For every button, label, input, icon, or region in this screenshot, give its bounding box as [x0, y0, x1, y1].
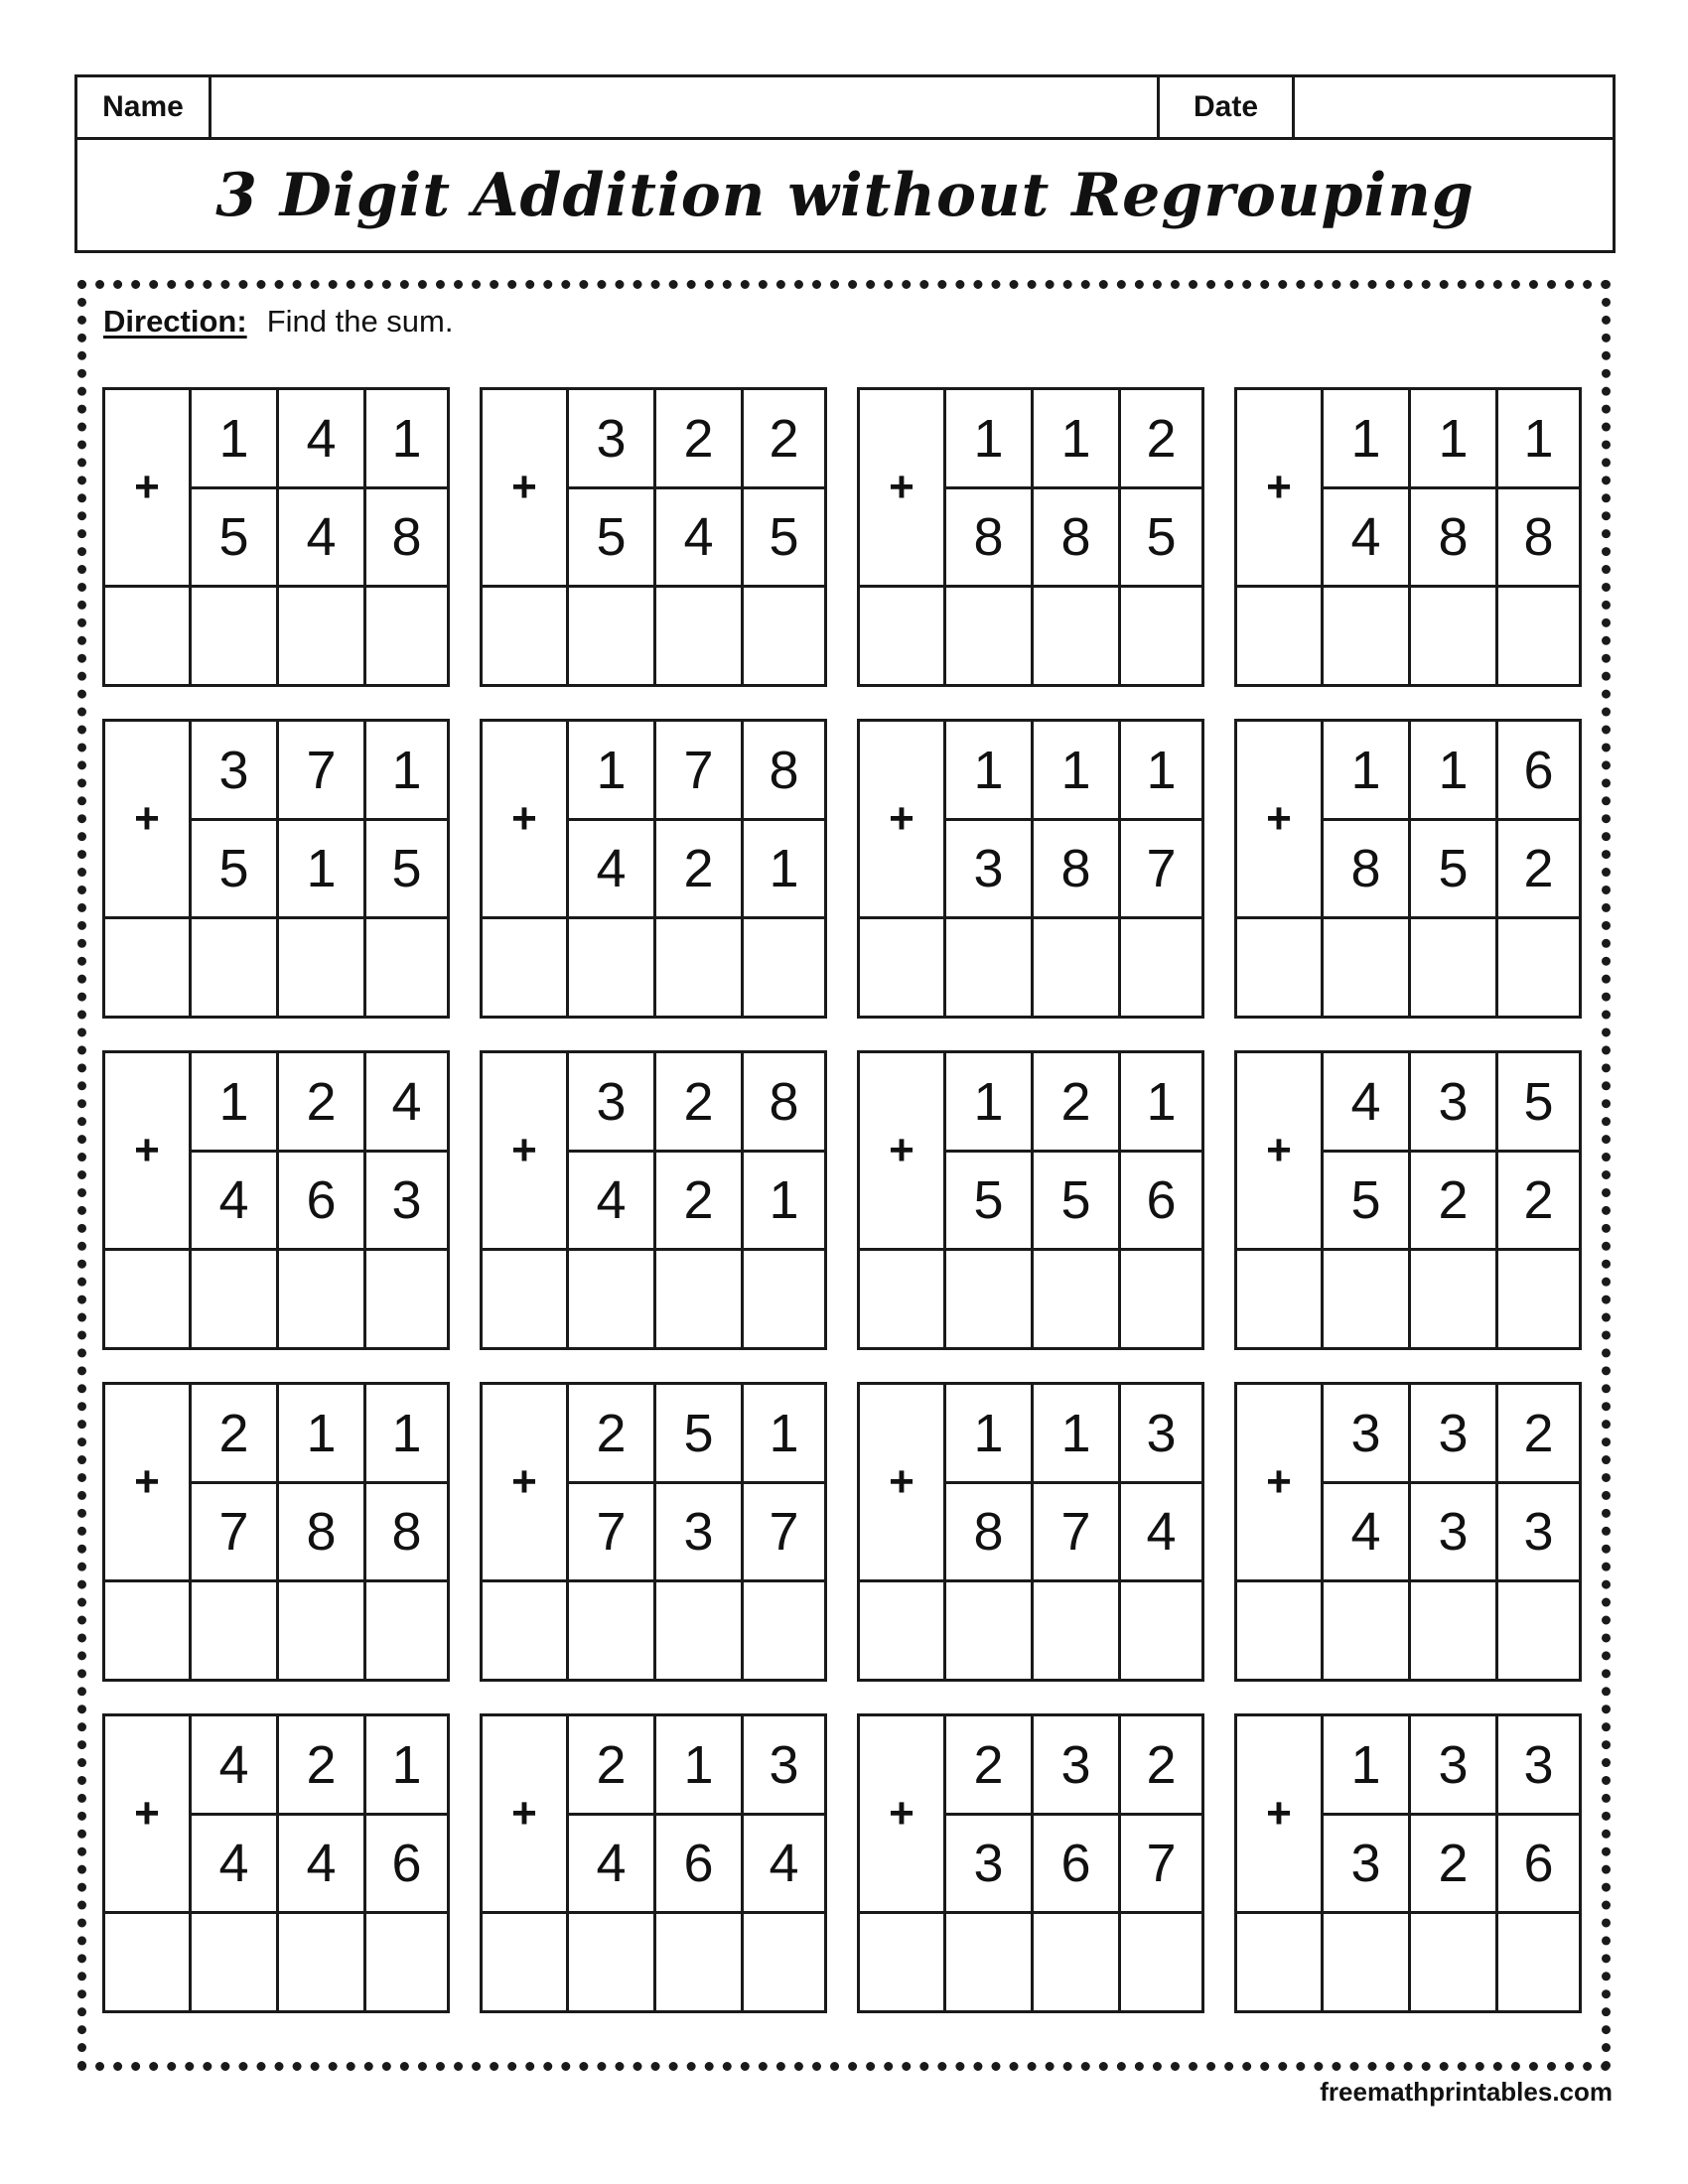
- answer-box[interactable]: [1324, 919, 1411, 1016]
- addition-problem: [480, 1713, 827, 2013]
- answer-box[interactable]: [1034, 919, 1121, 1016]
- addend-top-digit: 1: [279, 1385, 366, 1484]
- addend-bottom-digit: 8: [1034, 489, 1121, 588]
- addend-top-digit: 3: [1411, 1053, 1498, 1153]
- addend-top-digit: 3: [1411, 1716, 1498, 1816]
- addend-top-digit: 2: [1121, 1716, 1201, 1816]
- addend-bottom-digit: 2: [1411, 1153, 1498, 1251]
- answer-box[interactable]: [192, 1914, 279, 2010]
- plus-sign: +: [860, 1053, 946, 1251]
- addition-problem: [1234, 1713, 1582, 2013]
- addition-problem: [480, 1050, 827, 1350]
- name-label: Name: [77, 77, 211, 137]
- addend-top-digit: 3: [192, 722, 279, 821]
- addend-bottom-digit: 3: [1324, 1816, 1411, 1914]
- addend-top-digit: 1: [946, 390, 1034, 489]
- addend-bottom-digit: 7: [1121, 1816, 1201, 1914]
- answer-box[interactable]: [1411, 1914, 1498, 2010]
- answer-box[interactable]: [366, 1251, 447, 1347]
- addition-problem: [857, 719, 1204, 1019]
- addend-bottom-digit: 8: [1411, 489, 1498, 588]
- answer-box[interactable]: [105, 1251, 192, 1347]
- answer-box[interactable]: [860, 919, 946, 1016]
- addend-bottom-digit: 7: [192, 1484, 279, 1582]
- answer-box[interactable]: [744, 1582, 824, 1679]
- addend-bottom-digit: 7: [744, 1484, 824, 1582]
- answer-box[interactable]: [1411, 919, 1498, 1016]
- addend-bottom-digit: 3: [946, 1816, 1034, 1914]
- answer-box[interactable]: [1121, 1914, 1201, 2010]
- addend-top-digit: 3: [569, 390, 656, 489]
- addend-bottom-digit: 3: [946, 821, 1034, 919]
- plus-sign: +: [860, 390, 946, 588]
- plus-sign: +: [860, 1716, 946, 1914]
- answer-box[interactable]: [366, 919, 447, 1016]
- addend-bottom-digit: 6: [656, 1816, 744, 1914]
- plus-sign: +: [1237, 390, 1324, 588]
- answer-box[interactable]: [569, 1251, 656, 1347]
- addition-problem: [480, 1382, 827, 1682]
- answer-box[interactable]: [744, 588, 824, 684]
- addend-bottom-digit: 1: [279, 821, 366, 919]
- addend-bottom-digit: 5: [744, 489, 824, 588]
- answer-box[interactable]: [946, 588, 1034, 684]
- addend-top-digit: 1: [1121, 1053, 1201, 1153]
- addend-bottom-digit: 8: [946, 1484, 1034, 1582]
- plus-sign: +: [1237, 1053, 1324, 1251]
- answer-box[interactable]: [279, 1582, 366, 1679]
- answer-box[interactable]: [1498, 1914, 1579, 2010]
- addition-problem: [857, 1713, 1204, 2013]
- answer-box[interactable]: [946, 1251, 1034, 1347]
- answer-box[interactable]: [483, 1582, 569, 1679]
- addition-problem: [1234, 387, 1582, 687]
- addend-top-digit: 1: [366, 390, 447, 489]
- answer-box[interactable]: [1237, 919, 1324, 1016]
- answer-box[interactable]: [656, 919, 744, 1016]
- date-field[interactable]: [1295, 77, 1613, 137]
- addend-bottom-digit: 4: [656, 489, 744, 588]
- addend-bottom-digit: 4: [1121, 1484, 1201, 1582]
- addend-top-digit: 1: [1411, 722, 1498, 821]
- addition-problem: [102, 1382, 450, 1682]
- plus-sign: +: [483, 722, 569, 919]
- addend-top-digit: 2: [569, 1716, 656, 1816]
- addend-top-digit: 2: [279, 1053, 366, 1153]
- addend-top-digit: 1: [1411, 390, 1498, 489]
- addend-bottom-digit: 6: [1034, 1816, 1121, 1914]
- addend-top-digit: 3: [1324, 1385, 1411, 1484]
- addend-top-digit: 3: [569, 1053, 656, 1153]
- addend-bottom-digit: 2: [656, 1153, 744, 1251]
- answer-box[interactable]: [656, 1251, 744, 1347]
- addend-bottom-digit: 7: [1121, 821, 1201, 919]
- addend-top-digit: 2: [569, 1385, 656, 1484]
- addend-bottom-digit: 6: [366, 1816, 447, 1914]
- addend-bottom-digit: 4: [1324, 489, 1411, 588]
- addend-top-digit: 4: [192, 1716, 279, 1816]
- plus-sign: +: [1237, 722, 1324, 919]
- addend-bottom-digit: 3: [1498, 1484, 1579, 1582]
- answer-box[interactable]: [656, 588, 744, 684]
- answer-box[interactable]: [1411, 588, 1498, 684]
- addend-top-digit: 3: [1411, 1385, 1498, 1484]
- addend-top-digit: 1: [946, 1385, 1034, 1484]
- addend-bottom-digit: 8: [1498, 489, 1579, 588]
- addend-bottom-digit: 4: [192, 1153, 279, 1251]
- addend-top-digit: 2: [656, 390, 744, 489]
- addend-top-digit: 8: [744, 1053, 824, 1153]
- addend-top-digit: 1: [946, 1053, 1034, 1153]
- addend-bottom-digit: 5: [1121, 489, 1201, 588]
- addend-top-digit: 1: [1498, 390, 1579, 489]
- addend-top-digit: 2: [656, 1053, 744, 1153]
- addend-bottom-digit: 4: [279, 1816, 366, 1914]
- problem-grid: [102, 387, 1584, 2015]
- answer-box[interactable]: [279, 1251, 366, 1347]
- plus-sign: +: [105, 1716, 192, 1914]
- answer-box[interactable]: [279, 588, 366, 684]
- answer-box[interactable]: [483, 588, 569, 684]
- answer-box[interactable]: [105, 1582, 192, 1679]
- addend-bottom-digit: 2: [1411, 1816, 1498, 1914]
- addition-problem: [102, 1713, 450, 2013]
- addition-problem: [857, 1050, 1204, 1350]
- addend-top-digit: 3: [1121, 1385, 1201, 1484]
- answer-box[interactable]: [366, 588, 447, 684]
- direction-line: [103, 304, 454, 340]
- addend-top-digit: 4: [279, 390, 366, 489]
- answer-box[interactable]: [1121, 919, 1201, 1016]
- addition-problem: [1234, 719, 1582, 1019]
- footer-source: freemathprintables.com: [1320, 2077, 1613, 2107]
- answer-box[interactable]: [1411, 1582, 1498, 1679]
- addend-bottom-digit: 2: [656, 821, 744, 919]
- addend-bottom-digit: 1: [744, 1153, 824, 1251]
- addend-bottom-digit: 4: [279, 489, 366, 588]
- addend-top-digit: 2: [1121, 390, 1201, 489]
- addend-bottom-digit: 2: [1498, 1153, 1579, 1251]
- plus-sign: +: [483, 1716, 569, 1914]
- addend-top-digit: 1: [946, 722, 1034, 821]
- answer-box[interactable]: [1324, 1914, 1411, 2010]
- addend-top-digit: 1: [1034, 390, 1121, 489]
- addend-top-digit: 1: [1121, 722, 1201, 821]
- addend-bottom-digit: 2: [1498, 821, 1579, 919]
- addend-bottom-digit: 5: [1324, 1153, 1411, 1251]
- answer-box[interactable]: [744, 1251, 824, 1347]
- direction-label: Direction:: [103, 304, 247, 339]
- addend-bottom-digit: 5: [569, 489, 656, 588]
- addend-top-digit: 4: [1324, 1053, 1411, 1153]
- plus-sign: +: [1237, 1385, 1324, 1582]
- addend-top-digit: 1: [569, 722, 656, 821]
- answer-box[interactable]: [1121, 1251, 1201, 1347]
- answer-box[interactable]: [366, 1914, 447, 2010]
- answer-box[interactable]: [192, 1582, 279, 1679]
- answer-box[interactable]: [1498, 1582, 1579, 1679]
- addition-problem: [857, 1382, 1204, 1682]
- plus-sign: +: [483, 1385, 569, 1582]
- answer-box[interactable]: [744, 919, 824, 1016]
- answer-box[interactable]: [946, 1914, 1034, 2010]
- answer-box[interactable]: [192, 919, 279, 1016]
- plus-sign: +: [860, 1385, 946, 1582]
- addend-bottom-digit: 4: [569, 821, 656, 919]
- name-field[interactable]: [211, 77, 1160, 137]
- answer-box[interactable]: [1411, 1251, 1498, 1347]
- plus-sign: +: [483, 1053, 569, 1251]
- addend-bottom-digit: 7: [1034, 1484, 1121, 1582]
- answer-box[interactable]: [1121, 588, 1201, 684]
- answer-box[interactable]: [1498, 919, 1579, 1016]
- addend-top-digit: 4: [366, 1053, 447, 1153]
- addend-top-digit: 2: [1034, 1053, 1121, 1153]
- answer-box[interactable]: [744, 1914, 824, 2010]
- worksheet-title: 3 Digit Addition without Regrouping: [215, 160, 1475, 230]
- addend-top-digit: 1: [1034, 722, 1121, 821]
- addend-bottom-digit: 3: [1411, 1484, 1498, 1582]
- addend-bottom-digit: 6: [279, 1153, 366, 1251]
- addend-bottom-digit: 6: [1498, 1816, 1579, 1914]
- addend-bottom-digit: 5: [1411, 821, 1498, 919]
- answer-box[interactable]: [1324, 588, 1411, 684]
- addend-top-digit: 1: [192, 1053, 279, 1153]
- addend-bottom-digit: 5: [946, 1153, 1034, 1251]
- answer-box[interactable]: [1121, 1582, 1201, 1679]
- plus-sign: +: [105, 390, 192, 588]
- addend-bottom-digit: 5: [366, 821, 447, 919]
- answer-box[interactable]: [1237, 1251, 1324, 1347]
- addend-top-digit: 2: [744, 390, 824, 489]
- addend-top-digit: 2: [946, 1716, 1034, 1816]
- addend-top-digit: 1: [366, 1716, 447, 1816]
- addend-top-digit: 8: [744, 722, 824, 821]
- addition-problem: [102, 387, 450, 687]
- addend-bottom-digit: 4: [192, 1816, 279, 1914]
- addend-top-digit: 5: [1498, 1053, 1579, 1153]
- answer-box[interactable]: [483, 1251, 569, 1347]
- addend-bottom-digit: 8: [366, 489, 447, 588]
- addend-bottom-digit: 6: [1121, 1153, 1201, 1251]
- date-label: Date: [1160, 77, 1295, 137]
- answer-box[interactable]: [483, 919, 569, 1016]
- addition-problem: [480, 719, 827, 1019]
- addition-problem: [102, 719, 450, 1019]
- answer-box[interactable]: [860, 1251, 946, 1347]
- addend-bottom-digit: 3: [366, 1153, 447, 1251]
- addend-top-digit: 5: [656, 1385, 744, 1484]
- answer-box[interactable]: [1237, 1582, 1324, 1679]
- answer-box[interactable]: [946, 1582, 1034, 1679]
- answer-box[interactable]: [192, 1251, 279, 1347]
- addend-bottom-digit: 8: [279, 1484, 366, 1582]
- answer-box[interactable]: [569, 588, 656, 684]
- answer-box[interactable]: [192, 588, 279, 684]
- addend-top-digit: 3: [744, 1716, 824, 1816]
- addition-problem: [1234, 1382, 1582, 1682]
- answer-box[interactable]: [1034, 1251, 1121, 1347]
- answer-box[interactable]: [656, 1914, 744, 2010]
- addend-bottom-digit: 7: [569, 1484, 656, 1582]
- addend-top-digit: 1: [366, 1385, 447, 1484]
- addend-bottom-digit: 8: [1034, 821, 1121, 919]
- plus-sign: +: [105, 1385, 192, 1582]
- answer-box[interactable]: [656, 1582, 744, 1679]
- addend-bottom-digit: 4: [569, 1153, 656, 1251]
- addend-top-digit: 7: [656, 722, 744, 821]
- answer-box[interactable]: [279, 919, 366, 1016]
- answer-box[interactable]: [105, 588, 192, 684]
- addend-bottom-digit: 8: [1324, 821, 1411, 919]
- addend-top-digit: 1: [1324, 1716, 1411, 1816]
- plus-sign: +: [860, 722, 946, 919]
- addend-top-digit: 2: [1498, 1385, 1579, 1484]
- addend-top-digit: 1: [744, 1385, 824, 1484]
- addend-bottom-digit: 4: [1324, 1484, 1411, 1582]
- direction-text: Find the sum.: [266, 304, 454, 339]
- plus-sign: +: [105, 1053, 192, 1251]
- addend-top-digit: 1: [192, 390, 279, 489]
- addition-problem: [857, 387, 1204, 687]
- addend-bottom-digit: 4: [569, 1816, 656, 1914]
- answer-box[interactable]: [1324, 1251, 1411, 1347]
- answer-box[interactable]: [279, 1914, 366, 2010]
- addend-bottom-digit: 8: [366, 1484, 447, 1582]
- answer-box[interactable]: [1237, 1914, 1324, 2010]
- worksheet-header: [74, 74, 1616, 253]
- addend-bottom-digit: 4: [744, 1816, 824, 1914]
- answer-box[interactable]: [483, 1914, 569, 2010]
- addend-top-digit: 1: [366, 722, 447, 821]
- addend-top-digit: 2: [279, 1716, 366, 1816]
- addend-top-digit: 1: [1324, 722, 1411, 821]
- addend-top-digit: 6: [1498, 722, 1579, 821]
- addend-bottom-digit: 3: [656, 1484, 744, 1582]
- addend-top-digit: 1: [656, 1716, 744, 1816]
- addend-bottom-digit: 1: [744, 821, 824, 919]
- answer-box[interactable]: [1498, 1251, 1579, 1347]
- name-date-row: [77, 77, 1613, 140]
- answer-box[interactable]: [1237, 588, 1324, 684]
- addition-problem: [102, 1050, 450, 1350]
- addend-bottom-digit: 8: [946, 489, 1034, 588]
- answer-box[interactable]: [860, 588, 946, 684]
- answer-box[interactable]: [569, 1914, 656, 2010]
- answer-box[interactable]: [1498, 588, 1579, 684]
- addition-problem: [480, 387, 827, 687]
- plus-sign: +: [483, 390, 569, 588]
- plus-sign: +: [1237, 1716, 1324, 1914]
- addend-bottom-digit: 5: [1034, 1153, 1121, 1251]
- addend-top-digit: 7: [279, 722, 366, 821]
- answer-box[interactable]: [946, 919, 1034, 1016]
- addend-bottom-digit: 5: [192, 489, 279, 588]
- addend-bottom-digit: 5: [192, 821, 279, 919]
- answer-box[interactable]: [569, 919, 656, 1016]
- addend-top-digit: 3: [1498, 1716, 1579, 1816]
- answer-box[interactable]: [1034, 1582, 1121, 1679]
- answer-box[interactable]: [860, 1914, 946, 2010]
- addend-top-digit: 1: [1034, 1385, 1121, 1484]
- addend-top-digit: 3: [1034, 1716, 1121, 1816]
- answer-box[interactable]: [569, 1582, 656, 1679]
- answer-box[interactable]: [1034, 588, 1121, 684]
- addition-problem: [1234, 1050, 1582, 1350]
- plus-sign: +: [105, 722, 192, 919]
- addend-top-digit: 2: [192, 1385, 279, 1484]
- answer-box[interactable]: [1324, 1582, 1411, 1679]
- answer-box[interactable]: [1034, 1914, 1121, 2010]
- answer-box[interactable]: [366, 1582, 447, 1679]
- answer-box[interactable]: [860, 1582, 946, 1679]
- answer-box[interactable]: [105, 1914, 192, 2010]
- answer-box[interactable]: [105, 919, 192, 1016]
- addend-top-digit: 1: [1324, 390, 1411, 489]
